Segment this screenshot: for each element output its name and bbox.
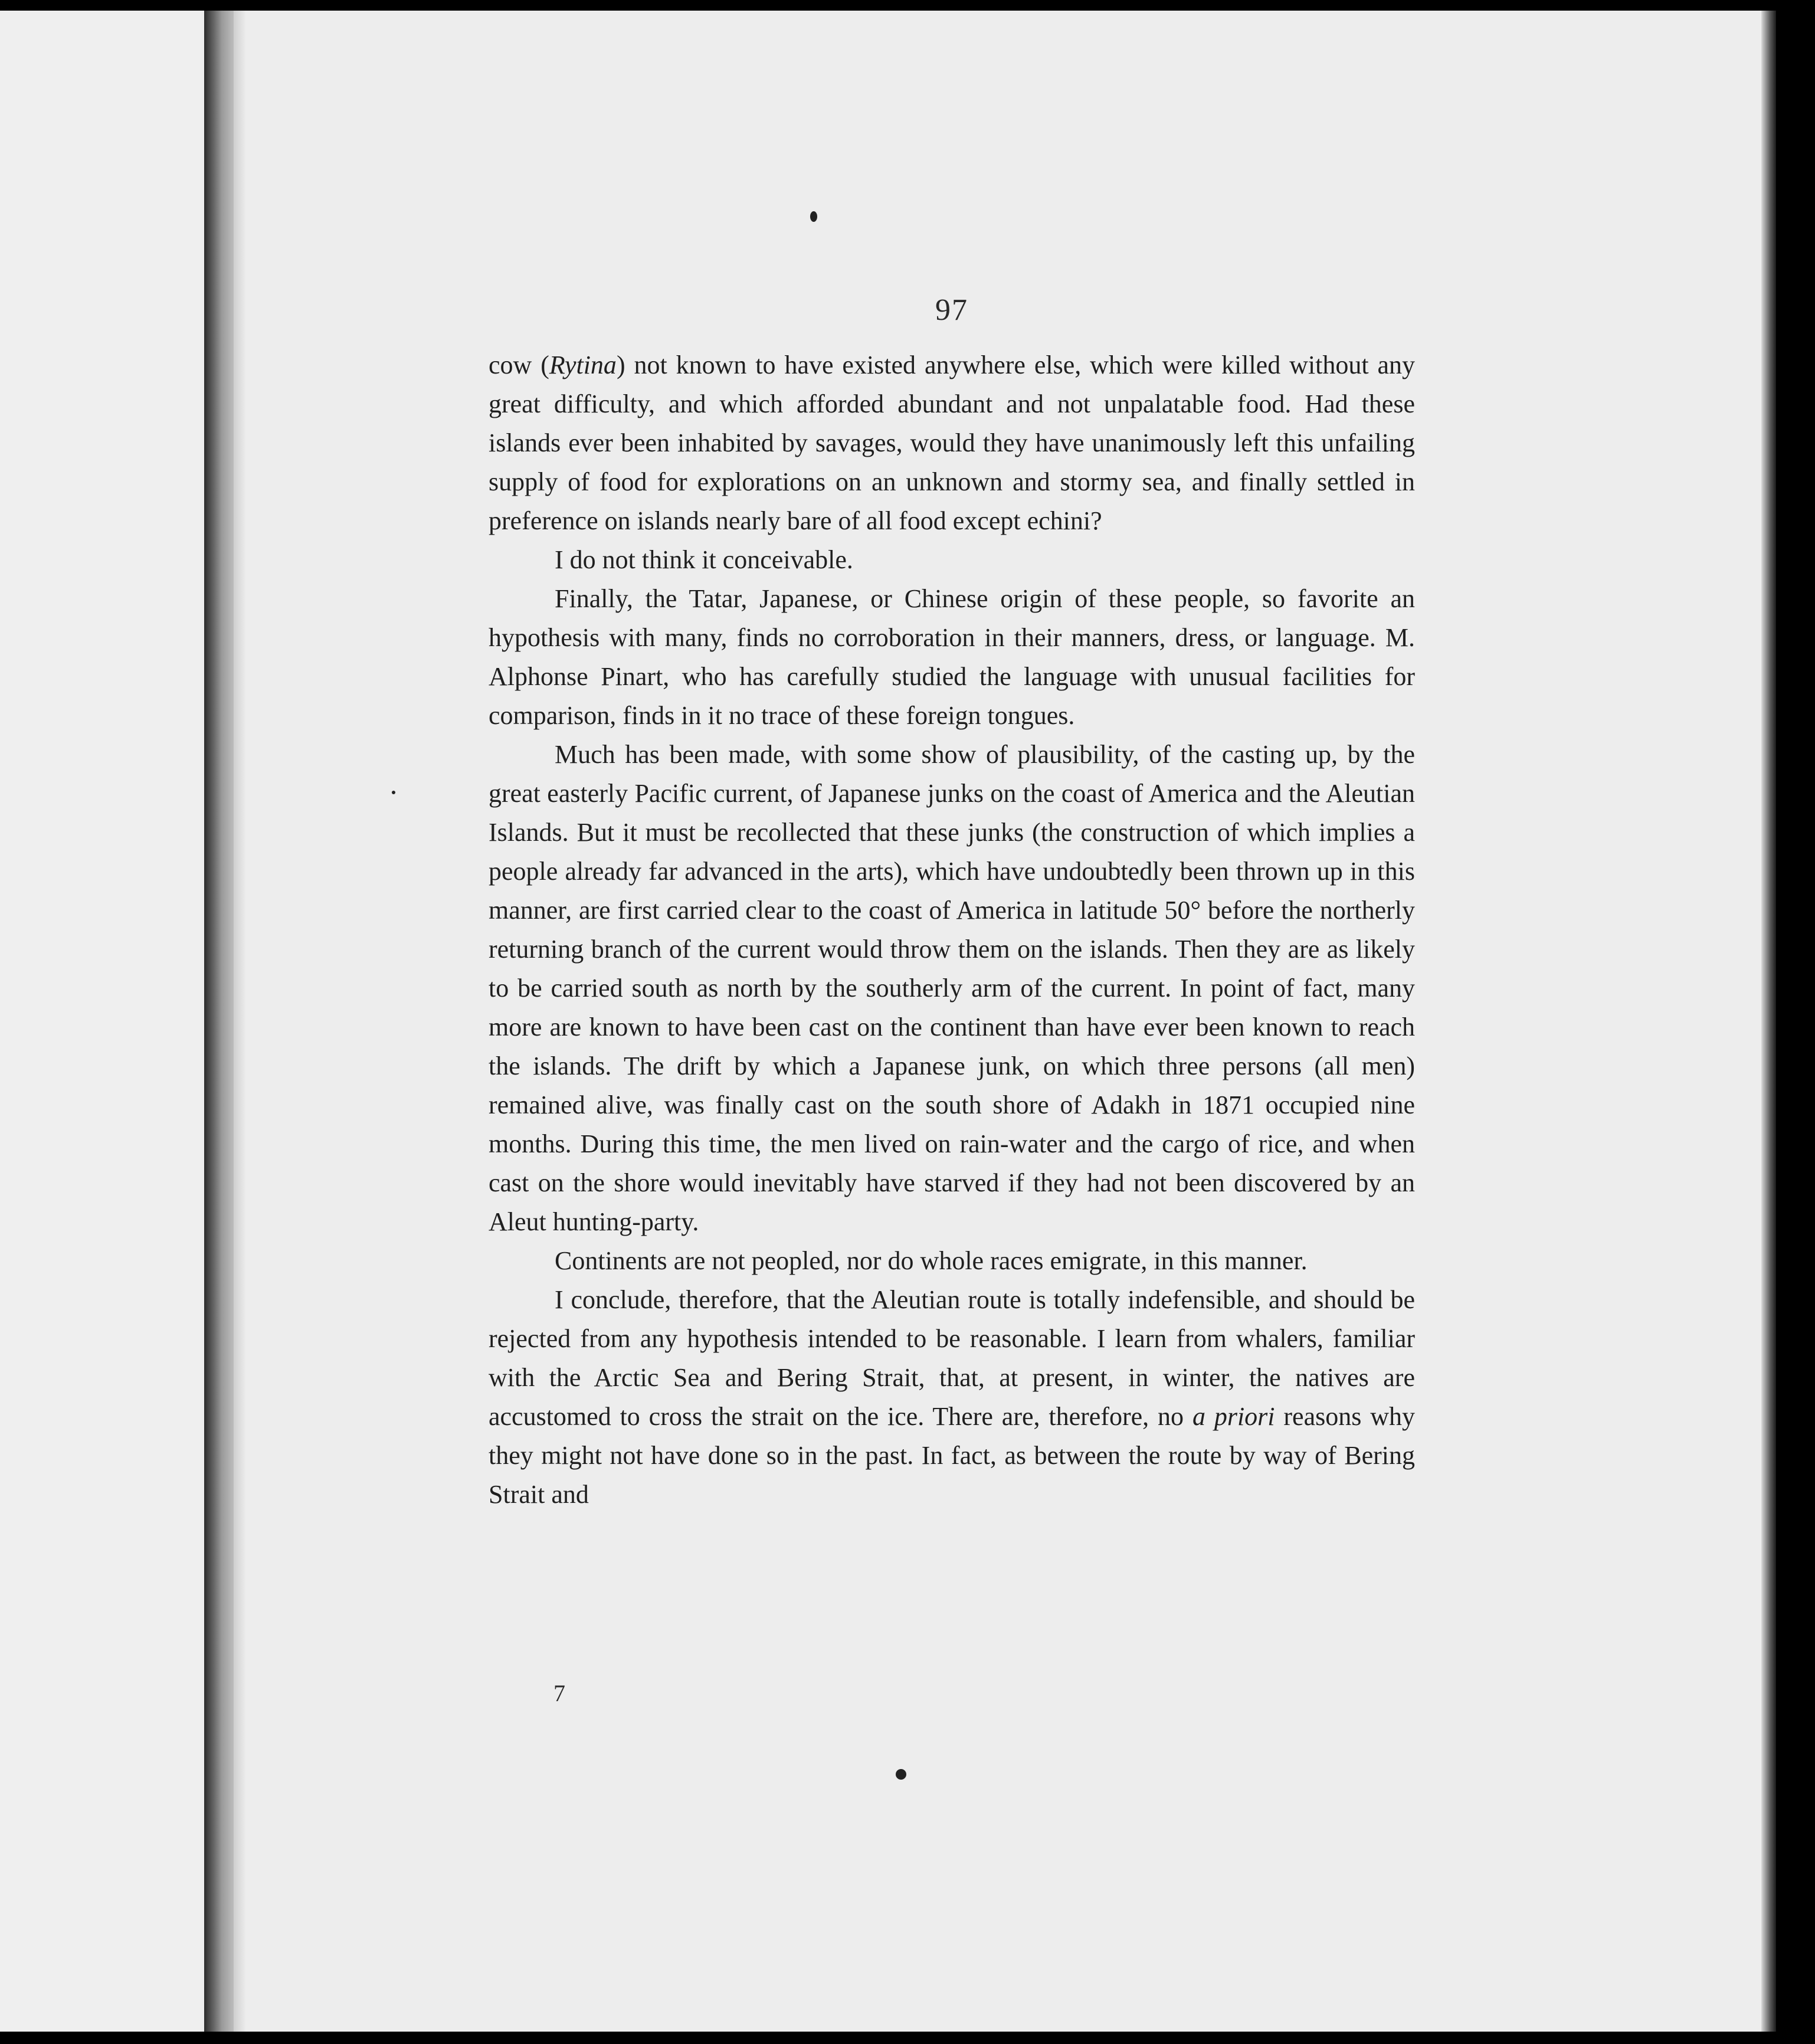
paragraph: Continents are not peopled, nor do whole races emigrate, in this manner. [555,1246,1308,1275]
gutter-shadow [234,11,245,2032]
text-run: I conclude, therefore, that the Aleutian route is totally indefensible, and should be rejected from any hypothesis intended to be reasonable. I learn from whalers, familiar with the Arctic Sea and Bering Strait, that, at present, in winter, the natives are accustomed to cross the strait on the ice. There are, therefore, no [489,1285,1415,1431]
text-run: cow ( [489,351,549,379]
italic-term: Rytina [549,351,617,379]
paragraph [489,346,1415,541]
text-run: ) not known to have existed anywhere else, which were killed without any great difficulty, and which afforded abundant and not unpalatable food. Had these islands ever been inhabited by savages, would they have unanimously left this unfailing supply of food for explorations on an unknown and stormy sea, and finally settled in preference on islands nearly bare of all food except echini? [489,351,1415,535]
ink-speck [392,791,395,794]
paragraph: I do not think it conceivable. [555,545,853,574]
paragraph: Much has been made, with some show of plausibility, of the casting up, by the great easterly Pacific current, of Japanese junks on the coast of America and the Aleutian Islands. But it must be recollected that these junks (the construction of which implies a people already far advanced in the arts), which have undoubtedly been thrown up in this manner, are first carried clear to the coast of America in latitude 50° before the northerly returning branch of the current would throw them on the islands. Then they are as likely to be carried south as north by the southerly arm of the current. In point of fact, many more are known to have been cast on the continent than have ever been known to reach the islands. The drift by which a Japanese junk, on which three persons (all men) remained alive, was finally cast on the south shore of Adakh in 1871 occupied nine months. During this time, the men lived on rain-water and the cargo of rice, and when cast on the shore would inevitably have starved if they had not been discovered by an Aleut hunting-party. [489,740,1415,1236]
scanned-page [0,11,1776,2032]
text-run: reasons why they might not have done so in the past. In fact, as between the route by way of Bering Strait and [489,1402,1416,1509]
page-number: 97 [935,293,968,327]
signature-mark: 7 [553,1680,565,1706]
paragraph: Finally, the Tatar, Japanese, or Chinese origin of these people, so favorite an hypothesis with many, finds no corroboration in their manners, dress, or language. M. Alphonse Pinart, who has carefully studied the language with unusual facilities for comparison, finds in it no trace of these foreign tongues. [489,584,1415,730]
italic-term: a priori [1192,1402,1275,1431]
body-text [489,346,1415,1514]
ink-speck [810,211,817,222]
right-page-edge [1761,11,1776,2032]
paragraph [489,1280,1415,1514]
ink-speck [896,1769,906,1780]
left-page-edge [0,11,201,2032]
book-gutter [204,11,234,2032]
